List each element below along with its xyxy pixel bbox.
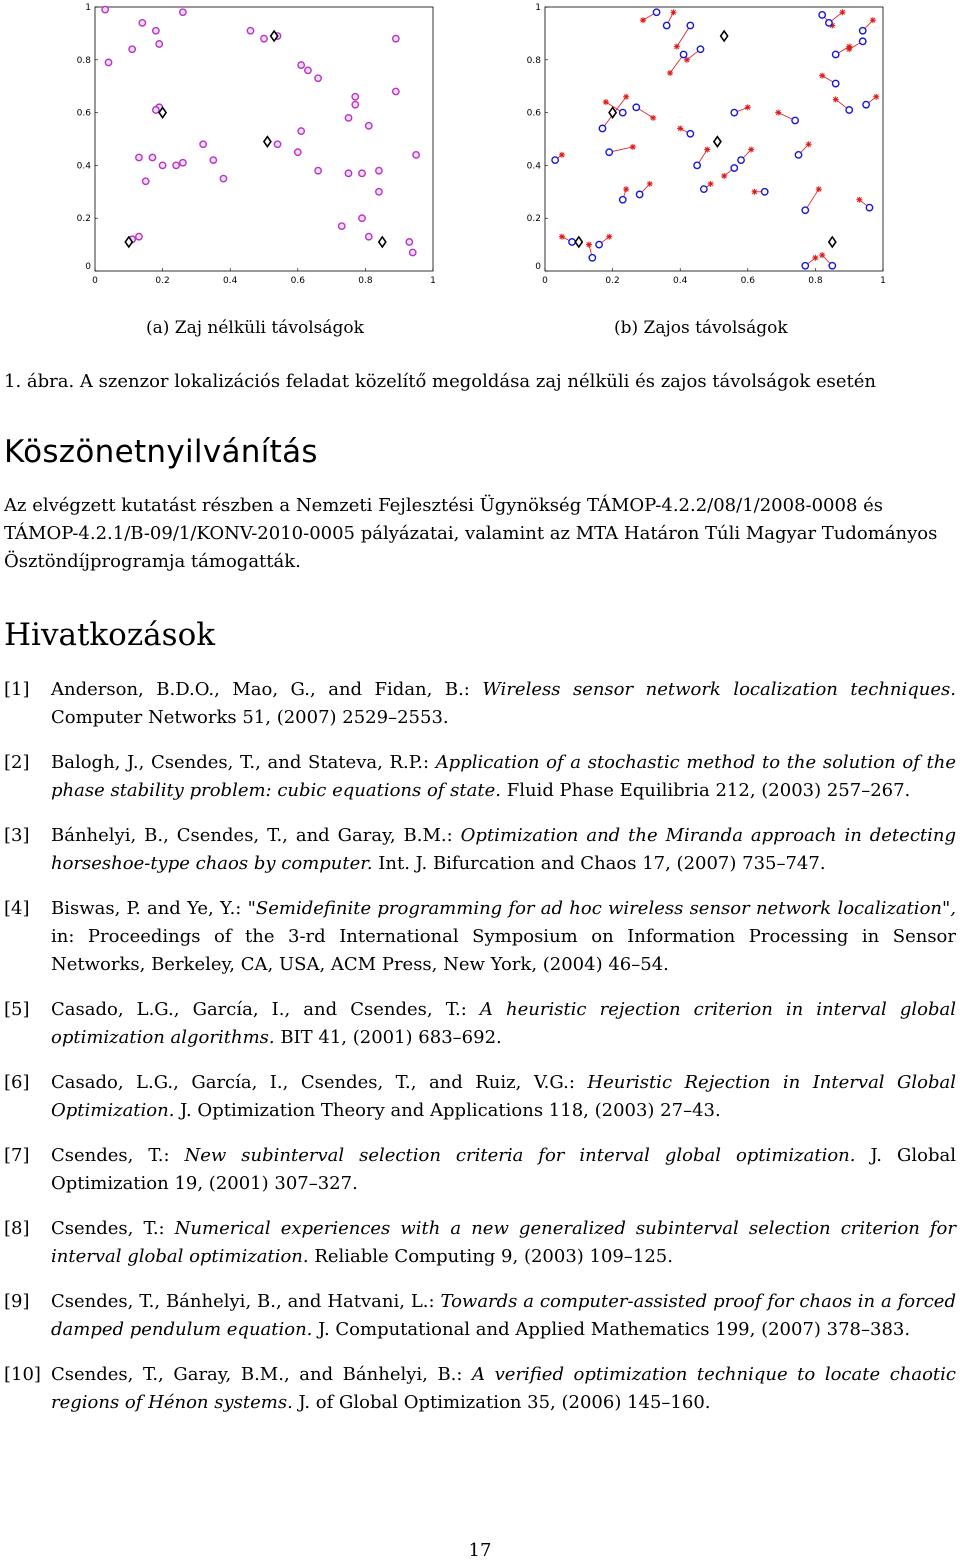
estimate-star <box>704 147 710 153</box>
sensor-point <box>210 157 216 163</box>
sensor-point <box>802 263 808 269</box>
estimate-star <box>647 181 653 187</box>
reference-item <box>4 1069 956 1125</box>
estimate-star <box>670 9 676 15</box>
sensor-point <box>663 22 669 28</box>
reference-number: [4] <box>4 898 30 919</box>
reference-source: Fluid Phase Equilibria 212, (2003) 257–267. <box>501 780 911 801</box>
estimate-star <box>708 181 714 187</box>
estimate-star <box>623 94 629 100</box>
reference-source: J. Optimization Theory and Applications 118, (2003) 27–43. <box>174 1100 721 1121</box>
reference-authors: Csendes, T.: <box>51 1218 175 1239</box>
sensor-point <box>860 38 866 44</box>
reference-number: [1] <box>4 679 30 700</box>
sensor-point <box>680 51 686 57</box>
reference-authors: Casado, L.G., García, I., Csendes, T., and Ruiz, V.G.: <box>51 1072 588 1093</box>
estimate-star <box>812 255 818 261</box>
sensor-point <box>136 154 142 160</box>
y-tick-label: 0.2 <box>76 214 91 225</box>
acknowledgements-text: Az elvégzett kutatást részben a Nemzeti Fejlesztési Ügynökség TÁMOP-4.2.2/08/1/2008-0008 és TÁMOP-4.2.1/B-09/1/KONV-2010-0005 pályázatai, valamint az MTA Határon Túli Magyar Tudományos Ösztöndíjprogramja támogatták. <box>4 495 938 572</box>
estimate-star <box>559 234 565 240</box>
estimate-star <box>667 70 673 76</box>
sensor-point <box>636 191 642 197</box>
y-tick-label: 0.2 <box>526 214 541 225</box>
sensor-point <box>866 204 872 210</box>
sensor-point <box>153 107 159 113</box>
estimate-star <box>603 99 609 105</box>
reference-authors: Biswas, P. and Ye, Y.: <box>51 898 248 919</box>
sensor-point <box>832 80 838 86</box>
y-tick-label: 0.8 <box>526 55 541 66</box>
estimate-star <box>775 110 781 116</box>
reference-source: J. Computational and Applied Mathematics 199, (2007) 378–383. <box>312 1319 911 1340</box>
sensor-point <box>620 109 626 115</box>
acknowledgements-heading: Köszönetnyilvánítás <box>4 434 318 470</box>
sensor-point <box>153 28 159 34</box>
estimate-star <box>623 186 629 192</box>
estimate-star <box>748 147 754 153</box>
sensor-point <box>596 241 602 247</box>
sensor-point <box>393 88 399 94</box>
reference-source: BIT 41, (2001) 683–692. <box>274 1027 502 1048</box>
sensor-point <box>552 157 558 163</box>
estimate-star <box>586 242 592 248</box>
reference-source: J. Global Optimization 19, (2001) 307–327. <box>51 1145 956 1194</box>
estimate-star <box>870 17 876 23</box>
sensor-point <box>832 51 838 57</box>
y-tick-label: 1 <box>535 3 541 13</box>
reference-item <box>4 676 956 732</box>
y-tick-label: 0.6 <box>76 108 91 119</box>
sensor-point <box>345 170 351 176</box>
reference-source: Reliable Computing 9, (2003) 109–125. <box>308 1246 673 1267</box>
sensor-point <box>569 239 575 245</box>
sensor-point <box>653 9 659 15</box>
sensor-point <box>406 239 412 245</box>
reference-authors: Bánhelyi, B., Csendes, T., and Garay, B.M.: <box>51 825 461 846</box>
sensor-point <box>413 152 419 158</box>
reference-item <box>4 822 956 878</box>
reference-authors: Anderson, B.D.O., Mao, G., and Fidan, B.: <box>51 679 483 700</box>
reference-number: [6] <box>4 1072 30 1093</box>
sensor-point <box>156 41 162 47</box>
reference-number: [9] <box>4 1291 30 1312</box>
reference-number: [2] <box>4 752 30 773</box>
estimate-star <box>873 94 879 100</box>
sensor-point <box>173 162 179 168</box>
subcaption-b: (b) Zajos távolságok <box>614 318 788 338</box>
sensor-point <box>180 9 186 15</box>
y-tick-label: 0.6 <box>526 108 541 119</box>
sensor-point <box>731 165 737 171</box>
sensor-point <box>298 62 304 68</box>
sensor-point <box>315 167 321 173</box>
reference-source: Int. J. Bifurcation and Chaos 17, (2007) 735–747. <box>372 853 826 874</box>
estimate-star <box>674 44 680 50</box>
reference-source: J. of Global Optimization 35, (2006) 145–160. <box>292 1392 711 1413</box>
estimate-star <box>606 234 612 240</box>
sensor-point <box>200 141 206 147</box>
reference-number: [10] <box>4 1364 41 1385</box>
y-tick-label: 1 <box>85 3 91 13</box>
sensor-point <box>795 152 801 158</box>
sensor-point <box>149 154 155 160</box>
sensor-point <box>339 223 345 229</box>
sensor-point <box>606 149 612 155</box>
y-tick-label: 0.8 <box>76 55 91 66</box>
sensor-point <box>819 12 825 18</box>
sensor-point <box>359 215 365 221</box>
estimate-star <box>650 115 656 121</box>
estimate-star <box>856 197 862 203</box>
sensor-point <box>860 28 866 34</box>
reference-title: Heuristic Rejection in Interval Global Optimization. <box>51 1072 956 1121</box>
estimate-star <box>559 152 565 158</box>
plot-frame <box>545 7 883 271</box>
sensor-point <box>136 233 142 239</box>
sensor-point <box>738 157 744 163</box>
sensor-point <box>315 75 321 81</box>
estimate-star <box>819 252 825 258</box>
reference-title: A heuristic rejection criterion in interval global optimization algorithms. <box>51 999 956 1048</box>
estimate-star <box>752 189 758 195</box>
reference-title: Towards a computer-assisted proof for chaos in a forced damped pendulum equation. <box>51 1291 956 1340</box>
reference-authors: Csendes, T., Bánhelyi, B., and Hatvani, L.: <box>51 1291 441 1312</box>
sensor-point <box>139 20 145 26</box>
sensor-point <box>180 160 186 166</box>
reference-authors: Csendes, T.: <box>51 1145 185 1166</box>
sensor-point <box>731 109 737 115</box>
sensor-point <box>589 255 595 261</box>
sensor-point <box>829 263 835 269</box>
reference-number: [5] <box>4 999 30 1020</box>
estimate-star <box>816 186 822 192</box>
reference-source: in: Proceedings of the 3-rd International Symposium on Information Processing in Sensor Networks, Berkeley, CA, USA, ACM Press, New York, (2004) 46–54. <box>51 926 956 975</box>
figure-caption: 1. ábra. A szenzor lokalizációs feladat közelítő megoldása zaj nélküli és zajos távolságok esetén <box>4 371 876 392</box>
reference-title: Wireless sensor network localization techniques. <box>482 679 956 700</box>
y-tick-label: 0.4 <box>76 161 91 172</box>
plot-frame <box>95 7 433 271</box>
sensor-point <box>599 125 605 131</box>
reference-title: Optimization and the Miranda approach in detecting horseshoe-type chaos by computer. <box>51 825 957 874</box>
reference-number: [3] <box>4 825 30 846</box>
sensor-point <box>129 46 135 52</box>
estimate-star <box>819 73 825 79</box>
sensor-point <box>376 167 382 173</box>
sensor-point <box>762 189 768 195</box>
reference-list <box>4 676 956 1417</box>
y-tick-label: 0 <box>535 262 541 272</box>
reference-title: Application of a stochastic method to the solution of the phase stability problem: cubic equations of state. <box>51 752 956 801</box>
sensor-point <box>802 207 808 213</box>
y-tick-label: 0.4 <box>526 161 541 172</box>
reference-item <box>4 895 956 979</box>
x-tick-label: 0.8 <box>358 276 373 286</box>
figure-b-scatter-plot <box>505 0 905 300</box>
sensor-point <box>863 101 869 107</box>
sensor-point <box>359 170 365 176</box>
x-tick-label: 0 <box>92 276 98 286</box>
reference-title: New subinterval selection criteria for interval global optimization. <box>184 1145 856 1166</box>
reference-item <box>4 1215 956 1271</box>
sensor-point <box>102 6 108 12</box>
x-tick-label: 0.2 <box>605 276 620 286</box>
figure-a-scatter-plot <box>55 0 455 300</box>
reference-item <box>4 749 956 805</box>
sensor-point <box>846 107 852 113</box>
sensor-point <box>247 28 253 34</box>
sensor-point <box>376 189 382 195</box>
sensor-point <box>352 101 358 107</box>
reference-authors: Csendes, T., Garay, B.M., and Bánhelyi, B.: <box>51 1364 473 1385</box>
x-tick-label: 1 <box>430 276 436 286</box>
reference-item <box>4 1288 956 1344</box>
sensor-point <box>305 67 311 73</box>
sensor-point <box>687 131 693 137</box>
sensor-point <box>295 149 301 155</box>
sensor-point <box>220 175 226 181</box>
sensor-point <box>105 59 111 65</box>
reference-item <box>4 1361 956 1417</box>
sensor-point <box>159 162 165 168</box>
sensor-point <box>352 94 358 100</box>
x-tick-label: 0 <box>542 276 548 286</box>
sensor-point <box>366 233 372 239</box>
estimate-star <box>745 104 751 110</box>
sensor-point <box>393 35 399 41</box>
estimate-star <box>806 141 812 147</box>
estimate-star <box>630 144 636 150</box>
estimate-star <box>640 17 646 23</box>
estimate-star <box>833 96 839 102</box>
x-tick-label: 0.4 <box>223 276 238 286</box>
sensor-point <box>792 117 798 123</box>
estimate-star <box>846 46 852 52</box>
x-tick-label: 0.6 <box>740 276 755 286</box>
sensor-point <box>143 178 149 184</box>
reference-item <box>4 1142 956 1198</box>
reference-title: A verified optimization technique to locate chaotic regions of Hénon systems. <box>51 1364 957 1413</box>
sensor-point <box>826 20 832 26</box>
reference-authors: Casado, L.G., García, I., and Csendes, T.: <box>51 999 480 1020</box>
estimate-star <box>839 9 845 15</box>
sensor-point <box>620 197 626 203</box>
reference-title: "Semidefinite programming for ad hoc wireless sensor network localization", <box>247 898 956 919</box>
sensor-point <box>366 123 372 129</box>
sensor-point <box>701 186 707 192</box>
sensor-point <box>345 115 351 121</box>
x-tick-label: 0.6 <box>290 276 305 286</box>
sensor-point <box>410 249 416 255</box>
x-tick-label: 0.2 <box>155 276 170 286</box>
sensor-point <box>697 46 703 52</box>
subcaption-a: (a) Zaj nélküli távolságok <box>146 318 364 338</box>
sensor-point <box>298 128 304 134</box>
reference-authors: Balogh, J., Csendes, T., and Stateva, R.P.: <box>51 752 436 773</box>
sensor-point <box>274 141 280 147</box>
sensor-point <box>633 104 639 110</box>
reference-number: [8] <box>4 1218 30 1239</box>
sensor-point <box>687 22 693 28</box>
y-tick-label: 0 <box>85 262 91 272</box>
sensor-point <box>694 162 700 168</box>
x-tick-label: 1 <box>880 276 886 286</box>
reference-number: [7] <box>4 1145 30 1166</box>
estimate-star <box>677 125 683 131</box>
reference-source: Computer Networks 51, (2007) 2529–2553. <box>51 707 449 728</box>
references-heading: Hivatkozások <box>4 617 216 653</box>
reference-item <box>4 996 956 1052</box>
x-tick-label: 0.8 <box>808 276 823 286</box>
estimate-star <box>721 173 727 179</box>
x-tick-label: 0.4 <box>673 276 688 286</box>
page-number: 17 <box>468 1540 492 1561</box>
reference-title: Numerical experiences with a new generalized subinterval selection criterion for interval global optimization. <box>51 1218 956 1267</box>
sensor-point <box>261 35 267 41</box>
